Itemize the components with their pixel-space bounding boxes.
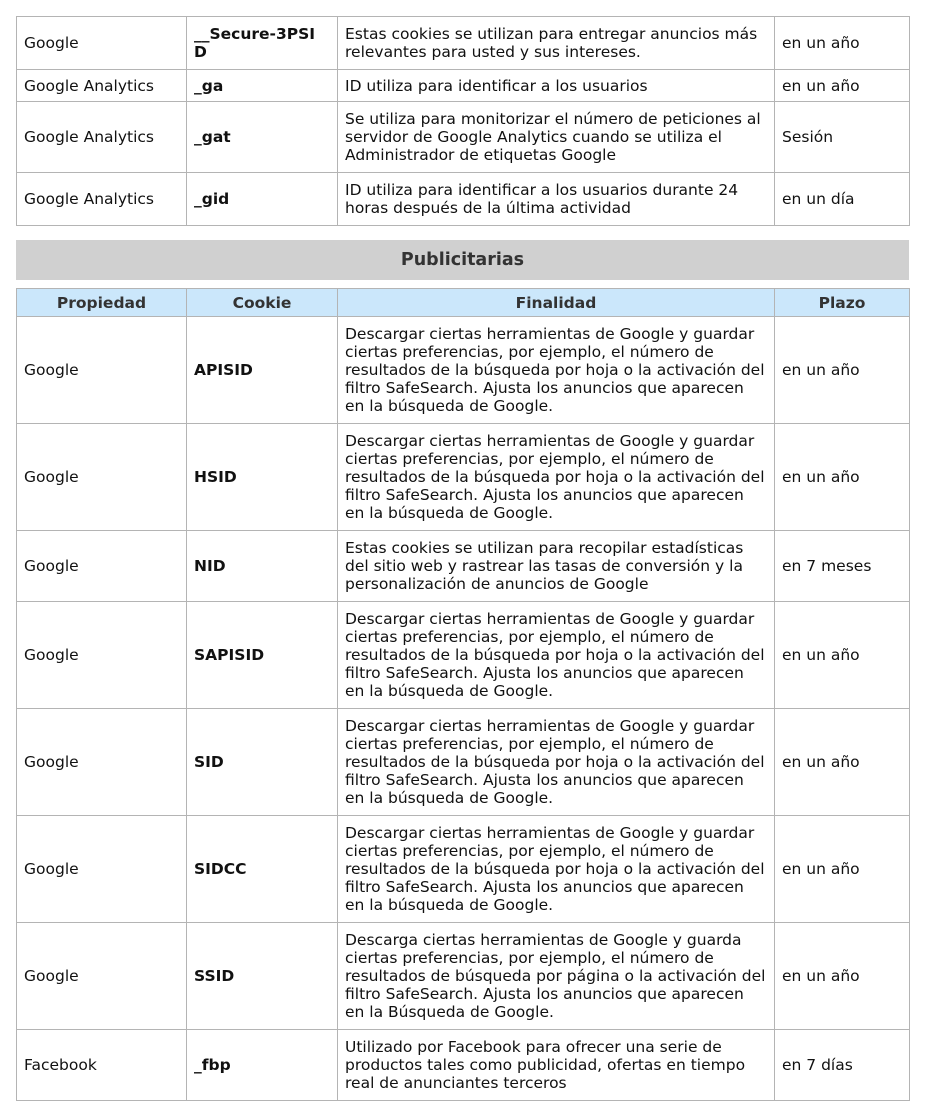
column-header-term: Plazo [775, 289, 910, 317]
property-cell: Google [17, 424, 187, 531]
term-cell: en 7 meses [775, 531, 910, 602]
purpose-cell: Se utiliza para monitorizar el número de peticiones al servidor de Google Analytics cuando se utiliza el Administrador de etiquetas Google [338, 102, 775, 173]
property-cell: Google [17, 923, 187, 1030]
term-cell: en un año [775, 424, 910, 531]
table-row [17, 173, 910, 226]
cookie-name-cell: SSID [187, 923, 338, 1030]
cookie-name-cell: _gid [187, 173, 338, 226]
cookie-name-cell: __Secure-3PSI D [187, 17, 338, 70]
cookie-name-cell: _ga [187, 70, 338, 102]
table-row [17, 102, 910, 173]
table-row [17, 17, 910, 70]
table-header-row [17, 289, 910, 317]
term-cell: en un año [775, 602, 910, 709]
table-row [17, 816, 910, 923]
advertising-cookies-table [16, 288, 910, 1101]
cookie-name-cell: SID [187, 709, 338, 816]
term-cell: en un año [775, 317, 910, 424]
cookie-name-cell: _gat [187, 102, 338, 173]
property-cell: Google [17, 531, 187, 602]
property-cell: Google [17, 317, 187, 424]
term-cell: en un año [775, 709, 910, 816]
column-header-property: Propiedad [17, 289, 187, 317]
purpose-cell: Descargar ciertas herramientas de Google y guardar ciertas preferencias, por ejemplo, el número de resultados de la búsqueda por hoja o la activación del filtro SafeSearch. Ajusta los anuncios que aparecen en la búsqueda de Google. [338, 424, 775, 531]
property-cell: Google [17, 709, 187, 816]
table-row [17, 923, 910, 1030]
term-cell: en 7 días [775, 1030, 910, 1101]
column-header-cookie: Cookie [187, 289, 338, 317]
term-cell: Sesión [775, 102, 910, 173]
property-cell: Google Analytics [17, 102, 187, 173]
cookie-name-cell: NID [187, 531, 338, 602]
table-row [17, 1030, 910, 1101]
term-cell: en un año [775, 923, 910, 1030]
purpose-cell: Descarga ciertas herramientas de Google y guarda ciertas preferencias, por ejemplo, el número de resultados de búsqueda por página o la activación del filtro SafeSearch. Ajusta los anuncios que aparecen en la Búsqueda de Google. [338, 923, 775, 1030]
property-cell: Google [17, 17, 187, 70]
term-cell: en un año [775, 70, 910, 102]
property-cell: Facebook [17, 1030, 187, 1101]
purpose-cell: Descargar ciertas herramientas de Google y guardar ciertas preferencias, por ejemplo, el número de resultados de la búsqueda por hoja o la activación del filtro SafeSearch. Ajusta los anuncios que aparecen en la búsqueda de Google. [338, 602, 775, 709]
table-row [17, 531, 910, 602]
term-cell: en un día [775, 173, 910, 226]
property-cell: Google [17, 602, 187, 709]
purpose-cell: Descargar ciertas herramientas de Google y guardar ciertas preferencias, por ejemplo, el número de resultados de la búsqueda por hoja o la activación del filtro SafeSearch. Ajusta los anuncios que aparecen en la búsqueda de Google. [338, 317, 775, 424]
cookie-name-cell: APISID [187, 317, 338, 424]
cookie-name-cell: SIDCC [187, 816, 338, 923]
purpose-cell: Estas cookies se utilizan para recopilar estadísticas del sitio web y rastrear las tasas de conversión y la personalización de anuncios de Google [338, 531, 775, 602]
term-cell: en un año [775, 17, 910, 70]
cookie-name-cell: SAPISID [187, 602, 338, 709]
property-cell: Google Analytics [17, 70, 187, 102]
table-row [17, 424, 910, 531]
term-cell: en un año [775, 816, 910, 923]
purpose-cell: Estas cookies se utilizan para entregar anuncios más relevantes para usted y sus intereses. [338, 17, 775, 70]
table-row [17, 70, 910, 102]
section-title: Publicitarias [16, 240, 909, 280]
cookie-name-cell: HSID [187, 424, 338, 531]
analytics-cookies-table [16, 16, 910, 226]
property-cell: Google Analytics [17, 173, 187, 226]
table-row [17, 602, 910, 709]
column-header-purpose: Finalidad [338, 289, 775, 317]
purpose-cell: ID utiliza para identificar a los usuarios [338, 70, 775, 102]
purpose-cell: ID utiliza para identificar a los usuarios durante 24 horas después de la última actividad [338, 173, 775, 226]
cookie-name-cell: _fbp [187, 1030, 338, 1101]
cookie-policy-document [16, 16, 909, 1101]
table-row [17, 317, 910, 424]
purpose-cell: Descargar ciertas herramientas de Google y guardar ciertas preferencias, por ejemplo, el número de resultados de la búsqueda por hoja o la activación del filtro SafeSearch. Ajusta los anuncios que aparecen en la búsqueda de Google. [338, 816, 775, 923]
purpose-cell: Descargar ciertas herramientas de Google y guardar ciertas preferencias, por ejemplo, el número de resultados de la búsqueda por hoja o la activación del filtro SafeSearch. Ajusta los anuncios que aparecen en la búsqueda de Google. [338, 709, 775, 816]
table-row [17, 709, 910, 816]
property-cell: Google [17, 816, 187, 923]
purpose-cell: Utilizado por Facebook para ofrecer una serie de productos tales como publicidad, ofertas en tiempo real de anunciantes terceros [338, 1030, 775, 1101]
